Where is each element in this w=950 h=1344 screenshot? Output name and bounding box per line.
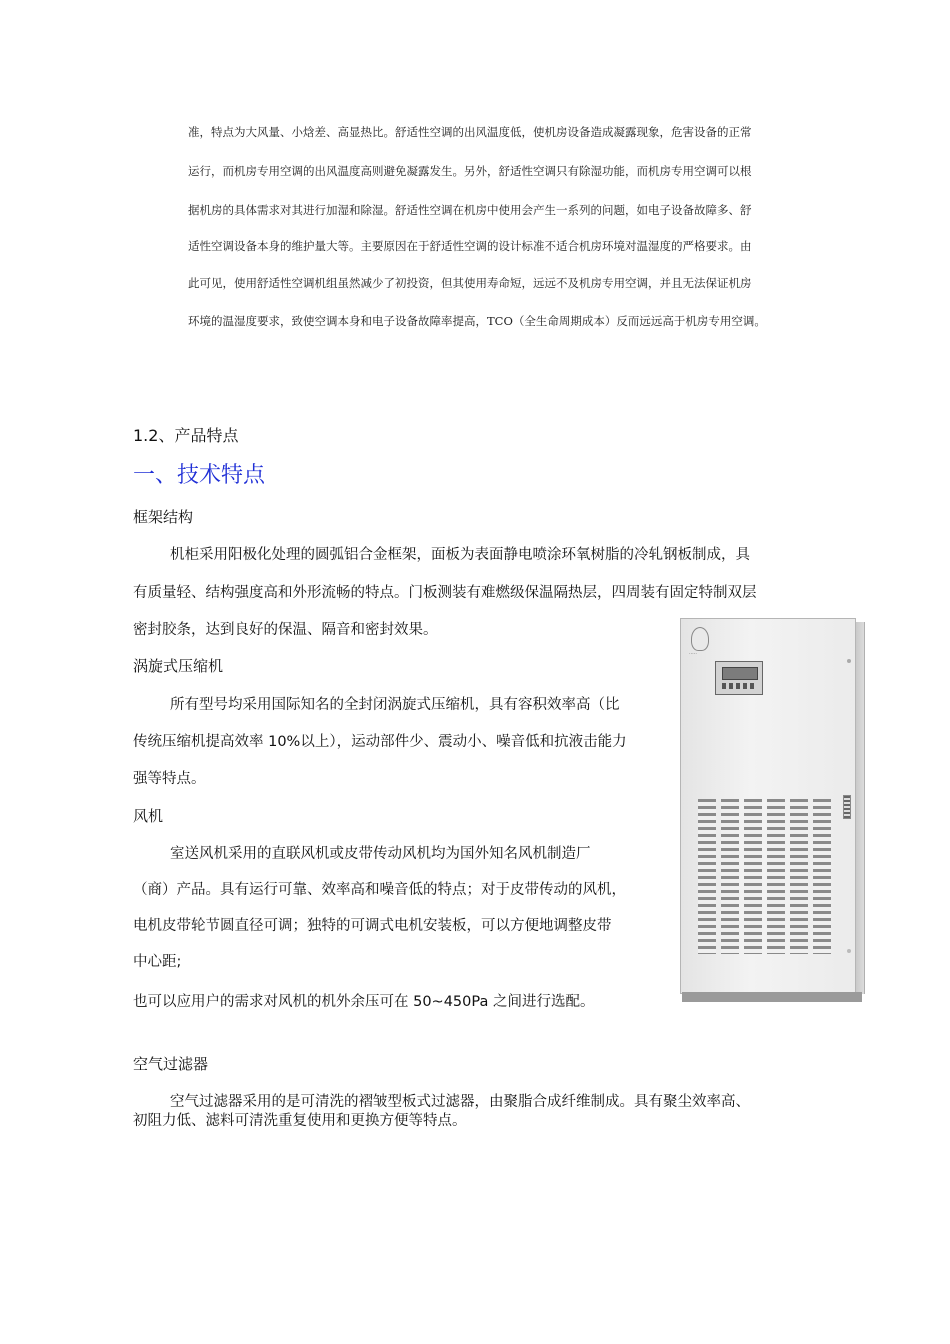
fan-heading: 风机	[133, 807, 164, 825]
fan-line-1: 室送风机采用的直联风机或皮带传动风机均为国外知名风机制造厂	[170, 846, 591, 862]
filter-heading: 空气过滤器	[133, 1055, 209, 1073]
indicator-dot	[847, 659, 851, 663]
lock-dot	[847, 949, 851, 953]
air-grille-col-3	[744, 799, 762, 954]
filter-line-1: 空气过滤器采用的是可清洗的褶皱型板式过滤器，由聚脂合成纤维制成。具有聚尘效率高、	[170, 1094, 750, 1110]
intro-line-2: 运行，而机房专用空调的出风温度高则避免凝露发生。另外，舒适性空调只有除湿功能，而机房专用空调可以根	[188, 164, 752, 178]
air-grille-col-4	[767, 799, 785, 954]
lcd-screen	[722, 667, 758, 680]
fan-line-5: 也可以应用户的需求对风机的机外余压可在 50~450Pa 之间进行选配。	[133, 994, 595, 1010]
frame-line-3: 密封胶条，达到良好的保温、隔音和密封效果。	[133, 622, 438, 638]
section-title: 一、技术特点	[133, 463, 266, 488]
intro-line-6: 环境的温湿度要求，致使空调本身和电子设备故障率提高，TCO（全生命周期成本）反而远远高于机房专用空调。	[188, 314, 766, 328]
compressor-line-3: 强等特点。	[133, 771, 206, 787]
air-grille-col-2	[721, 799, 739, 954]
air-grille-col-6	[813, 799, 831, 954]
frame-line-2: 有质量轻、结构强度高和外形流畅的特点。门板测装有难燃级保温隔热层，四周装有固定特制双层	[133, 585, 757, 601]
cabinet-front-panel	[680, 618, 856, 994]
compressor-line-1: 所有型号均采用国际知名的全封闭涡旋式压缩机，具有容积效率高（比	[170, 697, 620, 713]
brand-logo-text: ·····	[689, 651, 697, 657]
ac-unit-image	[680, 618, 864, 1004]
intro-line-3: 据机房的具体需求对其进行加湿和除湿。舒适性空调在机房中使用会产生一系列的问题，如电子设备故障多、舒	[188, 203, 752, 217]
frame-line-1: 机柜采用阳极化处理的圆弧铝合金框架，面板为表面静电喷涂环氧树脂的冷轧钢板制成，具	[170, 547, 750, 563]
keypad	[722, 683, 756, 689]
section-number: 1.2、产品特点	[133, 426, 239, 445]
intro-line-4: 适性空调设备本身的维护量大等。主要原因在于舒适性空调的设计标准不适合机房环境对温湿度的严格要求。由	[188, 239, 752, 253]
air-grille-col-1	[698, 799, 716, 954]
filter-line-2: 初阻力低、滤料可清洗重复使用和更换方便等特点。	[133, 1113, 467, 1129]
cabinet-base	[682, 992, 862, 1002]
cabinet-side-panel	[856, 622, 865, 994]
fan-line-2: （商）产品。具有运行可靠、效率高和噪音低的特点；对于皮带传动的风机，	[133, 882, 626, 898]
fan-line-4: 中心距;	[133, 954, 182, 970]
control-display-panel	[715, 661, 763, 695]
air-grille-col-5	[790, 799, 808, 954]
compressor-line-2: 传统压缩机提高效率 10%以上），运动部件少、震动小、噪音低和抗液击能力	[133, 734, 627, 750]
meter-gauge-icon	[843, 795, 851, 819]
intro-line-5: 此可见，使用舒适性空调机组虽然减少了初投资，但其使用寿命短，远远不及机房专用空调，并且无法保证机房	[188, 276, 752, 290]
fan-line-3: 电机皮带轮节圆直径可调；独特的可调式电机安装板，可以方便地调整皮带	[133, 918, 612, 934]
intro-line-1: 准，特点为大风量、小焓差、高显热比。舒适性空调的出风温度低，使机房设备造成凝露现象，危害设备的正常	[188, 125, 752, 139]
frame-heading: 框架结构	[133, 508, 194, 526]
brand-logo-icon	[691, 627, 709, 651]
compressor-heading: 涡旋式压缩机	[133, 657, 224, 675]
